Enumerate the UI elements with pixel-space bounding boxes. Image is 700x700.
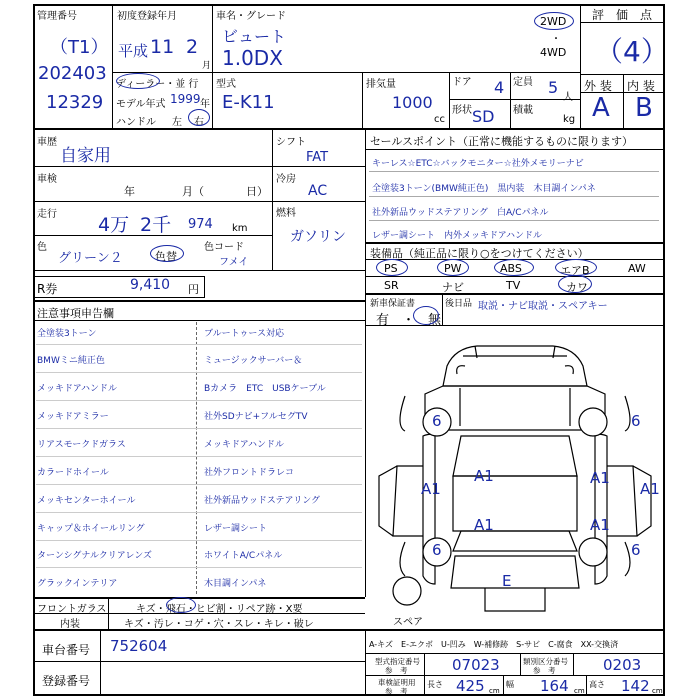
drive-dot: ・ (551, 34, 561, 45)
mark-left-side: A1 (421, 480, 441, 498)
haba-label: 幅 (506, 680, 514, 689)
nagasa-value: 425 (456, 677, 485, 695)
note-right-1: ブルートゥース対応 (204, 329, 284, 339)
kigu-value: 取説・ナビ取説・スペアキー (478, 301, 608, 312)
katashiki-label: 型式 (216, 79, 236, 90)
keijou-label: 形状 (452, 105, 472, 116)
car-diagram (365, 326, 665, 629)
note-left-10: グラックインテリア (37, 579, 118, 589)
shaken-month: 月（ (182, 185, 204, 198)
sales-line-2: 全塗装3トーン(BMW純正色) 黒内装 木目調インパネ (372, 184, 596, 194)
grade: 1.0DX (222, 46, 283, 70)
ruibetsu-label: 類別区分番号 (523, 657, 568, 666)
equip-sr: SR (384, 279, 399, 292)
katashiki-shitei-sub: 参 考 (385, 666, 408, 675)
km: km (232, 223, 248, 234)
shaken-year: 年 (124, 185, 135, 198)
shashou-label: 車検証明用 (378, 678, 416, 687)
spare-label: スペア (393, 617, 423, 628)
note-right-9: ホワイトA/Cパネル (204, 551, 283, 561)
nenryo: ガソリン (290, 229, 346, 245)
damage-legend: A-キズ E-エクボ U-凹み W-補修跡 S-サビ C-腐食 XX-交換済 (369, 640, 619, 649)
ruibetsu-value: 0203 (603, 656, 642, 674)
takasa-label: 高さ (589, 680, 605, 689)
mark-rear-left-wheel: 6 (432, 541, 442, 559)
ruibetsu-sub: 参 考 (533, 666, 556, 675)
note-left-4: メッキドアミラー (37, 412, 109, 422)
note-left-9: ターンシグナルクリアレンズ (37, 551, 152, 561)
notes-label: 注意事項申告欄 (37, 307, 114, 320)
month-unit: 月 (202, 61, 212, 71)
iro-label: 色 (37, 242, 47, 253)
interior-label: 内装 (60, 619, 80, 630)
front-glass-label: フロントガラス (37, 604, 107, 615)
takasa-value: 142 (621, 677, 650, 695)
katashiki-shitei-label: 型式指定番号 (375, 657, 420, 666)
note-left-1: 全塗装3トーン (37, 329, 97, 339)
shareki: 自家用 (60, 146, 111, 166)
model-year: 1999 (170, 92, 201, 106)
mark-left-door-rear: A1 (474, 516, 494, 534)
gaisou-label: 外 装 (584, 79, 612, 93)
hyouka-value: （4） (595, 35, 669, 68)
note-left-5: リアスモークドガラス (37, 440, 126, 450)
equip-ps: PS (384, 262, 398, 275)
note-left-8: キャップ＆ホイールリング (37, 524, 145, 534)
drive-4wd: 4WD (540, 46, 567, 59)
sales-line-1: キーレス☆ETC☆バックモニター☆社外メモリーナビ (372, 159, 584, 169)
kigu-label: 後日品 (445, 299, 473, 309)
equip-leather-circle (558, 275, 592, 293)
sales-line-3: 社外新品ウッドステアリング 白A/Cパネル (372, 208, 549, 218)
shift: FAT (306, 150, 329, 165)
keijou: SD (472, 107, 495, 126)
handle-right: 右 (194, 117, 204, 128)
iro: グリーン２ (58, 251, 123, 266)
nagasa-label: 長さ (427, 680, 443, 689)
haiki-label: 排気量 (366, 79, 396, 90)
haba-value: 164 (540, 677, 569, 695)
nenryo-label: 燃料 (276, 208, 296, 219)
equip-label: 装備品（純正品に限り○をつけてください） (370, 247, 589, 260)
equip-abs-circle (494, 259, 534, 276)
iro-kae-circle (150, 245, 184, 262)
kanri-line1: （T1） (50, 37, 109, 58)
nendo-label: 初度登録年月 (117, 11, 177, 22)
reibo: AC (308, 183, 328, 199)
equip-airbag-circle (555, 259, 597, 276)
equip-aw: AW (628, 262, 646, 275)
dealer-label: ディーラー・並 行 (116, 79, 199, 90)
era: 平成 (118, 42, 149, 60)
note-right-8: レザー調シート (204, 524, 268, 534)
warranty-label: 新車保証書 (370, 299, 416, 309)
model-year-unit: 年 (200, 99, 210, 110)
nagasa-unit: cm (489, 687, 500, 695)
teiin-label: 定員 (513, 77, 533, 88)
drive-2wd: 2WD (540, 15, 567, 28)
note-left-2: BMWミニ純正色 (37, 356, 105, 366)
rken-value: 9,410 (130, 277, 171, 293)
sales-label: セールスポイント（正常に機能するものに限ります） (370, 135, 634, 148)
note-left-6: カラードホイール (37, 468, 109, 478)
mark-right-door-rear: A1 (590, 516, 610, 534)
front-glass-circle (166, 597, 196, 613)
equip-tv: TV (506, 279, 521, 292)
kg: kg (563, 114, 576, 125)
car-label: 車名・グレード (216, 11, 286, 22)
sales-line-4: レザー調シート 内外メッキドアハンドル (372, 231, 543, 241)
note-left-3: メッキドアハンドル (37, 384, 118, 394)
model-year-label: モデル年式 (116, 99, 166, 110)
equip-leather: カワ (566, 281, 588, 294)
interior-value: キズ・汚レ・コゲ・穴・スレ・キレ・破レ (124, 619, 314, 630)
soukou-sen: 2千 (140, 214, 172, 236)
haba-unit: cm (574, 687, 585, 695)
door: 4 (494, 78, 505, 97)
drive-2wd-circle (534, 12, 574, 30)
mark-front-right-wheel: 6 (631, 412, 641, 430)
soukou-rest: 974 (188, 217, 213, 232)
naisou-value: B (635, 93, 653, 123)
equip-navi: ナビ (442, 281, 464, 294)
shaken-day: 日） (246, 185, 268, 198)
note-right-3: Bカメラ ETC USBケーブル (204, 384, 326, 394)
door-label: ドア (452, 77, 472, 88)
equip-abs: ABS (500, 262, 522, 275)
naisou-label: 内 装 (627, 79, 655, 93)
handle-label: ハンドル (116, 117, 156, 128)
kanri-line3: 12329 (46, 92, 104, 113)
mark-right-door-front: A1 (590, 469, 610, 487)
katashiki-shitei-value: 07023 (452, 656, 500, 674)
mark-right-side: A1 (640, 480, 660, 498)
soukou-man: 4万 (98, 214, 130, 236)
rken-unit: 円 (188, 283, 199, 296)
color-code-label: 色コード (204, 242, 244, 253)
month: 2 (186, 36, 199, 58)
note-right-4: 社外SDナビ+フルセグTV (204, 412, 308, 422)
color-code: フメイ (219, 257, 249, 268)
front-glass-value: キズ・飛石・ヒビ割・リペア跡・X要 (136, 604, 303, 615)
equip-airbag: エアB (560, 264, 590, 277)
reg-label: 登録番号 (42, 674, 91, 688)
note-right-10: 木目調インパネ (204, 579, 267, 589)
frame-label: 車台番号 (42, 643, 91, 657)
teiin-unit: 人 (563, 92, 573, 103)
reibo-label: 冷房 (276, 174, 296, 185)
year: 11 (150, 36, 175, 58)
shashou-sub: 参 考 (385, 687, 408, 696)
mark-front-left-wheel: 6 (432, 412, 442, 430)
shareki-label: 車歴 (37, 137, 57, 148)
equip-pw: PW (444, 262, 462, 275)
dealer-circle (116, 73, 160, 89)
cc: cc (434, 114, 445, 125)
katashiki: E-K11 (222, 92, 275, 113)
handle-right-circle (188, 109, 210, 126)
takasa-unit: cm (652, 687, 663, 695)
sekisai-label: 積載 (513, 105, 533, 116)
frame-value: 752604 (110, 637, 168, 655)
mark-left-door-front: A1 (474, 467, 494, 485)
gaisou-value: A (592, 93, 610, 123)
note-right-6: 社外フロントドラレコ (204, 468, 295, 478)
soukou-label: 走行 (37, 209, 57, 220)
iro-kae: 色替 (155, 250, 177, 263)
note-right-7: 社外新品ウッドステアリング (204, 496, 321, 506)
kanri-line2: 202403 (38, 63, 107, 84)
shift-label: シフト (276, 137, 306, 148)
equip-ps-circle (376, 259, 408, 276)
warranty-none-circle (413, 306, 439, 325)
kanri-label: 管理番号 (37, 11, 77, 22)
note-right-2: ミュージックサーバー＆ (204, 356, 303, 366)
mark-trunk: E (502, 572, 512, 590)
car-name: ビュート (222, 27, 287, 46)
equip-pw-circle (437, 259, 469, 276)
shaken-label: 車検 (37, 174, 57, 185)
rken-label: R券 (37, 282, 58, 296)
rken-box (33, 276, 205, 298)
note-left-7: メッキセンターホイール (37, 496, 136, 506)
note-right-5: メッキドアハンドル (204, 440, 285, 450)
handle-left: 左 (172, 117, 182, 128)
mark-rear-right-wheel: 6 (631, 541, 641, 559)
warranty-value: 有 ・ 無 (376, 313, 442, 328)
haiki: 1000 (392, 93, 433, 112)
teiin: 5 (548, 78, 559, 97)
hyouka-label: 評 価 点 (592, 8, 653, 22)
